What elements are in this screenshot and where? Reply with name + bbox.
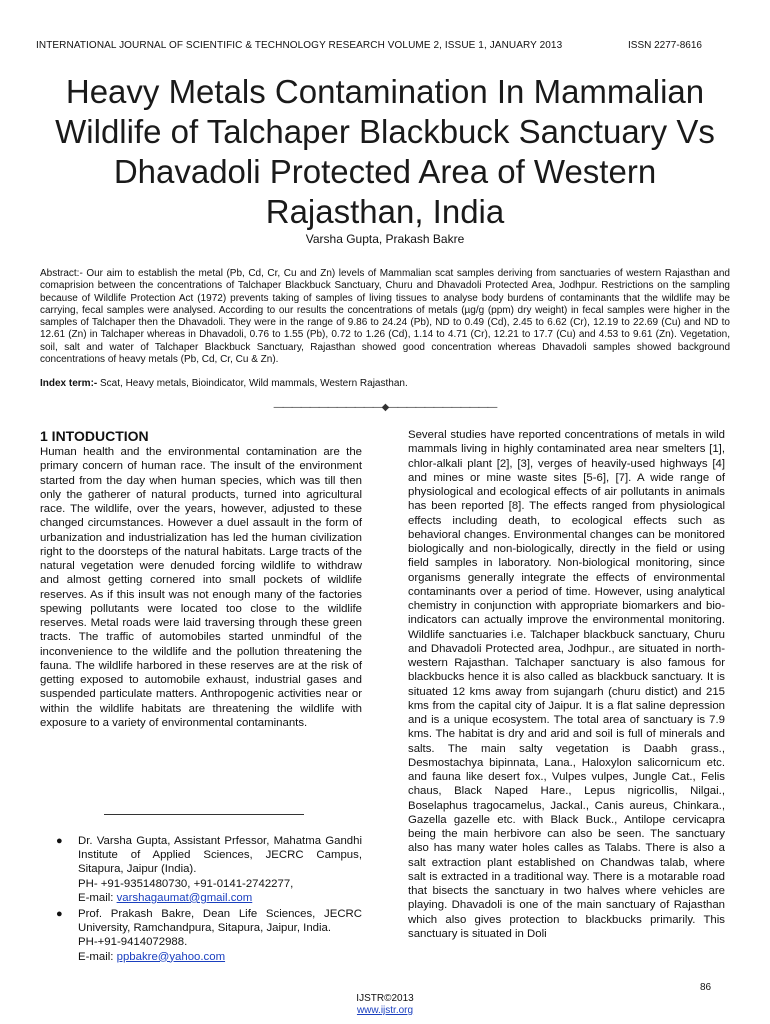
- index-terms-label: Index term:-: [40, 378, 98, 389]
- footnote-item: [56, 834, 362, 905]
- section-heading: 1 INTODUCTION: [40, 428, 149, 444]
- intro-right-column: Several studies have reported concentrations of metals in wild mammals living in highly contaminated area near smelters [1], chlor-alkali plant [2], [3], verges of heavily-used highways [4] and mines or mine waste sites [5-6], [7]. A wide range of physiological and ecological effects of air pollutants in animals has been reported [8]. The effects ranged from physiological effects including death, to ecological effects such as behavioral changes. Environmental changes can be monitored biologically and non-biologically, directly in the field or using field samples in laboratory. Non-biological monitoring, since organisms generally integrate the effects of environmental contaminants over a period of time. However, using analytical chemistry in conjunction with appropriate biomarkers and bio-indicators can actually improve the environmental monitoring. Wildlife sanctuaries i.e. Talchaper blackbuck sanctuary, Churu and Dhavadoli Protected area, Jodhpur., are situated in north-western Rajasthan. Talchaper sanctuary is also famous for blackbucks hence it is also called as blackbuck sanctuary. It is situated 12 kms away from sujangarh (churu distict) and 215 kms from the capital city of Jaipur. It is a flat saline depression and is a unique ecosystem. The total area of sanctuary is 7.9 kms. The habitat is dry and arid and soil is full of minerals and salts. The main salty vegetation is Daabh grass., Desmostachya bipinnata, Lana., Haloxylon salicornicum etc. and fauna like desert fox., Vulpes vulpes, Jungle Cat., Felis chaus, Black Naped Hare., Lepus nigricollis, Nilgai., Boselaphus tragocamelus, Jackal., Canis aureus, Chinkara., Gazella gazelle etc. with Black Buck., Antilope cervicapra being the main herbivore can also be seen. The sanctuary also has many water holes calles as Talabs. There is also a salt extraction plant established on Chandwas talab, where salt is extracted in a traditional way. There is a motarable road that bisects the sanctuary in two halves where vehicles are playing. Dhavadoli is one of the main sanctuary of Rajasthan which also gives protection to blackbucks primarily. This sanctuary is situated in Doli: [408, 429, 725, 940]
- index-terms-text: Scat, Heavy metals, Bioindicator, Wild mammals, Western Rajasthan.: [97, 378, 408, 389]
- footnote-phone: PH- +91-9351480730, +91-0141-2742277,: [78, 877, 294, 890]
- author-footnotes: [56, 834, 362, 966]
- section-divider: ————————————◆————————————: [273, 402, 497, 413]
- journal-copyright: IJSTR©2013: [356, 993, 414, 1004]
- footnote-item: [56, 907, 362, 964]
- bullet-icon: ●: [56, 908, 63, 921]
- abstract: Abstract:- Our aim to establish the metal (Pb, Cd, Cr, Cu and Zn) levels of Mammalian scat samples deriving from sanctuaries of western Rajasthan and comaprision between the concentrations of Talchaper Blackbuck Sanctuary, Churu and Dhavadoli Protected Area, Jodhpur. Restrictions on the sampling because of Wildlife Protection Act (1972) prevents taking of samples of living tissues to analyse body burdens of contaminants that the wildlife may be carrying, fecal samples were analysed. According to our results the concentrations of metals (µg/g (ppm) dry weight) in fecal samples were higher in the samples of Talchaper then the Dhavadoli. They were in the range of 9.86 to 24.24 (Pb), ND to 0.49 (Cd), 2.45 to 6.62 (Cr), 12.19 to 22.69 (Cu) and ND to 12.61 (Zn) in Talchaper whereas in Dhavadoli, 0.76 to 1.55 (Pb), 0.72 to 1.26 (Cd), 1.14 to 4.71 (Cr), 12.21 to 17.7 (Cu) and 4.53 to 9.61 (Zn). Vegetation, soil, salt and water of Talchaper Blackbuck Sanctuary, Rajasthan showed good concentration whereas Dhavadoli samples showed background concentrations of heavy metals (Pb, Cd, Cr, Cu & Zn).: [40, 268, 730, 366]
- index-terms: [40, 378, 730, 389]
- intro-left-column: Human health and the environmental contamination are the primary concern of human race. The insult of the environment started from the day when human species, which was till then only the gatherer of natural products, turned into agricultural race. The wildlife, over the years, however, adjusted to these changed circumstances. However a duel assault in the form of urbanization and industrialization has led the human civilization right to the doorsteps of the natural habitats. Large tracts of the natural vegetation were denuded forcing wildlife to withdraw and almost getting cornered into small pockets of wildlife reserves. As if this insult was not enough many of the factories spewing pollutants were located too close to the wildlife reserves. Metal roads were laid traversing through these green tracts. The traffic of automobiles started unmindful of the inconvenience to the wildlife and the pollution threatening the fauna. The wildlife harbored in these reserves are at the risk of getting exposed to automobile exhaust, industrial gases and suspended particulate matters. Anthropogenic activities near or within the wildlife habitats are threatening the wildlife with exposure to a variety of environmental contaminants.: [40, 446, 362, 729]
- running-header-journal: INTERNATIONAL JOURNAL OF SCIENTIFIC & TECHNOLOGY RESEARCH VOLUME 2, ISSUE 1, JANUARY 2013: [36, 40, 563, 51]
- footnote-phone: PH-+91-9414072988.: [78, 936, 188, 949]
- page-number: 86: [700, 982, 712, 993]
- bullet-icon: ●: [56, 835, 63, 847]
- footnote-affiliation: Prof. Prakash Bakre, Dean Life Sciences, JECRC University, Ramchandpura, Sitapura, Jaipur, India.: [78, 908, 362, 935]
- footnote-email-label: E-mail:: [78, 950, 117, 963]
- journal-footer: [340, 993, 430, 1017]
- footnote-email-label: E-mail:: [78, 891, 117, 904]
- paper-title: Heavy Metals Contamination In Mammalian Wildlife of Talchaper Blackbuck Sanctuary Vs Dhavadoli Protected Area of Western Rajasthan, India: [55, 73, 715, 230]
- running-header-issn: ISSN 2277-8616: [628, 40, 702, 51]
- journal-url-link[interactable]: www.ijstr.org: [356, 1005, 414, 1016]
- author-list: Varsha Gupta, Prakash Bakre: [305, 232, 465, 246]
- email-link[interactable]: ppbakre@yahoo.com: [116, 950, 226, 963]
- email-link[interactable]: varshagaumat@gmail.com: [116, 891, 253, 904]
- footnote-affiliation: Dr. Varsha Gupta, Assistant Prfessor, Mahatma Gandhi Institute of Applied Sciences, JECRC Campus, Sitapura, Jaipur (India).: [78, 835, 362, 876]
- footnote-rule: [104, 814, 304, 815]
